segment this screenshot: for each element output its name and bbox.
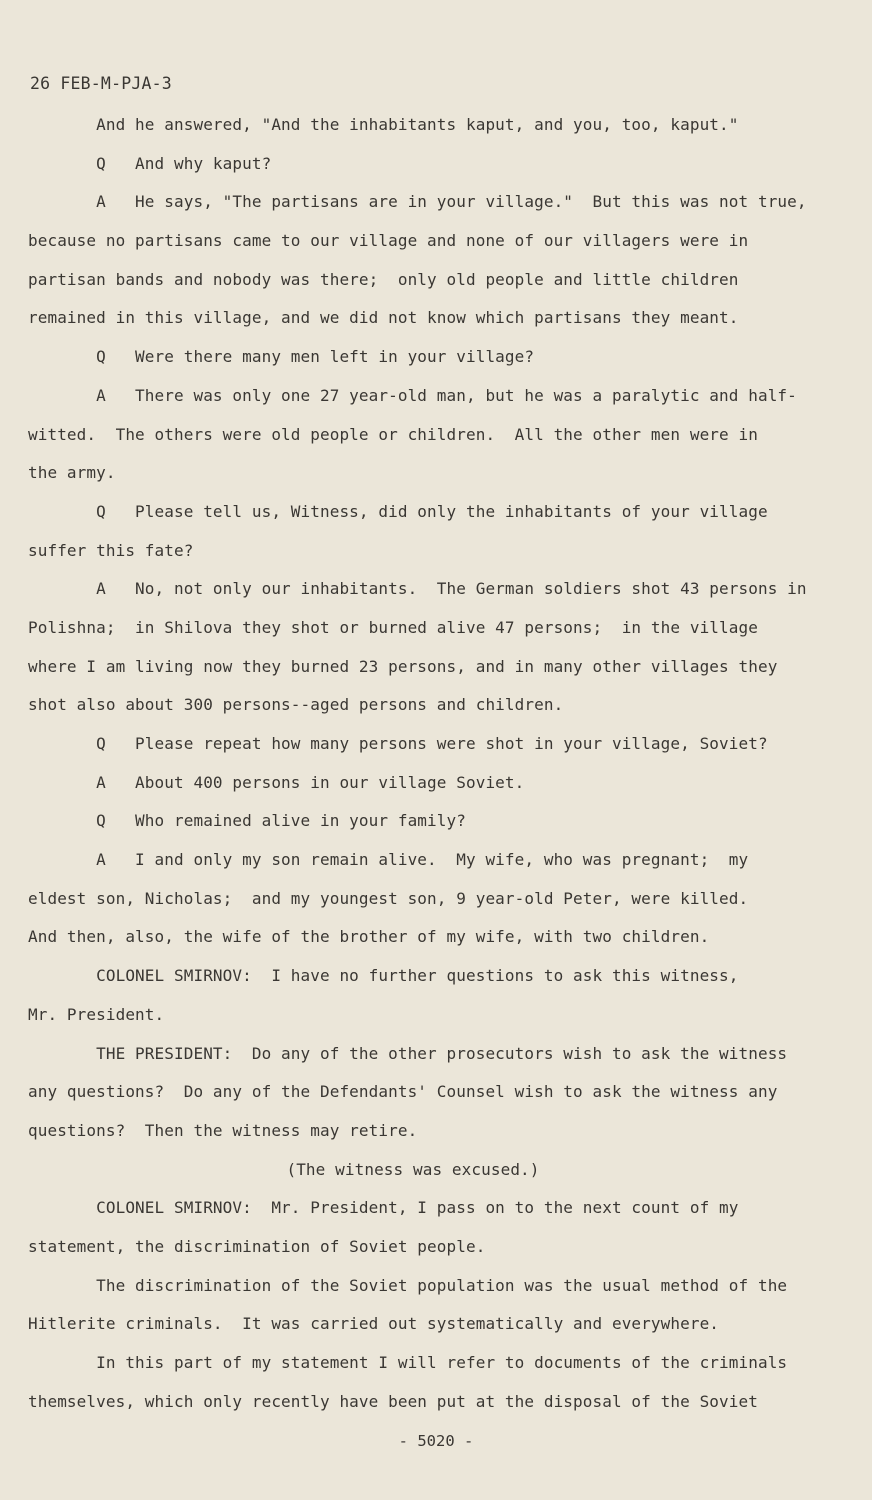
text-line: the army. [28,463,116,483]
page-number: - 5020 - [398,1432,474,1450]
text-line: Mr. President. [28,1004,165,1024]
text-line: COLONEL SMIRNOV: I have no further questions to ask this witness, [28,966,739,986]
text-line: A There was only one 27 year-old man, but he was a paralytic and half- [28,385,797,405]
page-reference: 26 FEB-M-PJA-3 [30,74,172,93]
text-line: any questions? Do any of the Defendants' Counsel wish to ask the witness any [28,1082,778,1102]
text-line: questions? Then the witness may retire. [28,1120,418,1140]
text-line: themselves, which only recently have been put at the disposal of the Soviet [28,1391,758,1411]
text-line: Q Please tell us, Witness, did only the inhabitants of your village [28,501,768,521]
text-line: The discrimination of the Soviet population was the usual method of the [28,1275,788,1295]
text-line: statement, the discrimination of Soviet people. [28,1236,486,1256]
text-line: partisan bands and nobody was there; only old people and little children [28,269,739,289]
text-line: Q Were there many men left in your village? [28,347,535,367]
text-line: eldest son, Nicholas; and my youngest son, 9 year-old Peter, were killed. [28,888,749,908]
text-line: shot also about 300 persons--aged persons and children. [28,695,564,715]
text-line: In this part of my statement I will refer to documents of the criminals [28,1353,788,1372]
text-line: Q And why kaput? [28,153,272,173]
text-line: where I am living now they burned 23 persons, and in many other villages they [28,656,778,676]
text-line: A About 400 persons in our village Soviet. [28,772,525,792]
text-line: because no partisans came to our village and none of our villagers were in [28,231,749,251]
text-line: A I and only my son remain alive. My wife, who was pregnant; my [28,850,749,870]
text-line: COLONEL SMIRNOV: Mr. President, I pass on to the next count of my [28,1198,739,1218]
text-line: suffer this fate? [28,540,194,560]
text-line: And then, also, the wife of the brother of my wife, with two children. [28,927,710,947]
text-line: Q Please repeat how many persons were shot in your village, Soviet? [28,734,768,753]
text-line: A He says, "The partisans are in your village." But this was not true, [28,192,807,212]
text-line: THE PRESIDENT: Do any of the other prosecutors wish to ask the witness [28,1043,788,1063]
text-line: And he answered, "And the inhabitants kaput, and you, too, kaput." [28,115,739,134]
transcript-body [28,114,807,1429]
text-line: A No, not only our inhabitants. The German soldiers shot 43 persons in [28,579,807,599]
text-line: Polishna; in Shilova they shot or burned alive 47 persons; in the village [28,617,758,637]
text-line: Hitlerite criminals. It was carried out systematically and everywhere. [28,1314,720,1334]
text-line: remained in this village, and we did not know which partisans they meant. [28,308,739,328]
text-line: Q Who remained alive in your family? [28,811,466,831]
text-line: witted. The others were old people or children. All the other men were in [28,424,758,444]
stage-direction: (The witness was excused.) [286,1159,540,1179]
